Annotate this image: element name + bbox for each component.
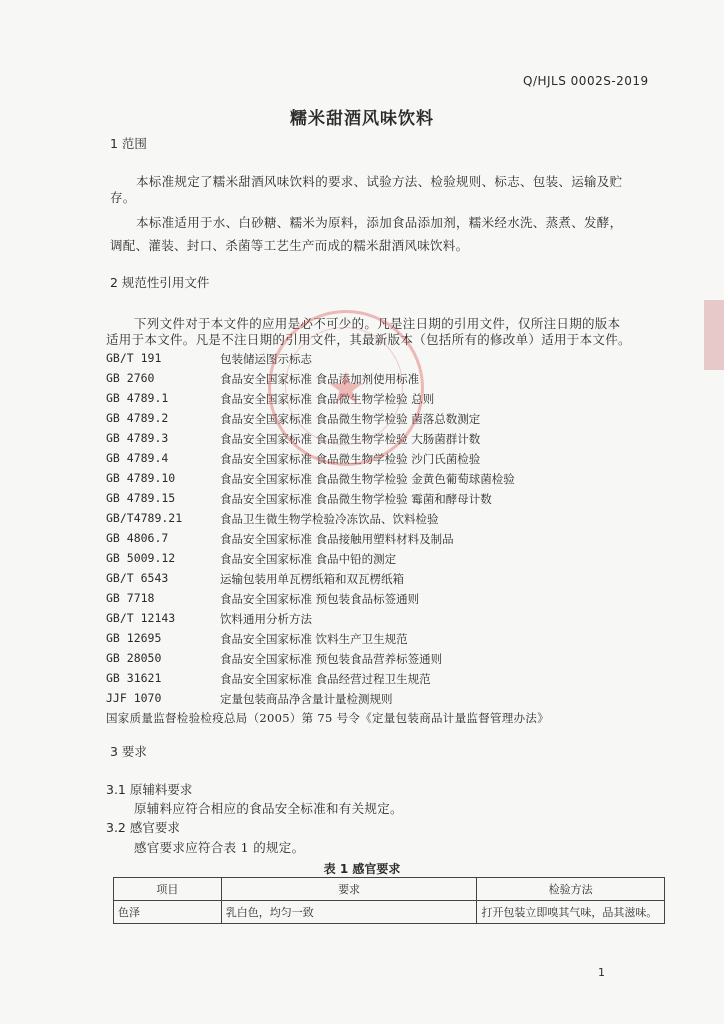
reference-code: GB 4789.15 (106, 491, 176, 505)
page-title: 糯米甜酒风味饮料 (290, 109, 434, 129)
reference-code: GB/T 191 (106, 351, 162, 365)
reference-code: GB 28050 (106, 651, 162, 665)
reference-code: GB 12695 (106, 631, 162, 645)
table-1-caption: 表 1 感官要求 (323, 862, 401, 876)
section-1-para2-line2: 调配、灌装、封口、杀菌等工艺生产而成的糯米甜酒风味饮料。 (110, 238, 469, 253)
reference-code: GB 4806.7 (106, 531, 169, 545)
section-3-1-heading: 3.1 原辅料要求 (106, 782, 193, 797)
reference-title: 食品安全国家标准 食品微生物学检验 金黄色葡萄球菌检验 (220, 472, 515, 486)
section-2-intro-line2: 适用于本文件。凡是不注日期的引用文件，其最新版本（包括所有的修改单）适用于本文件。 (106, 332, 631, 347)
table-row (114, 901, 665, 924)
reference-title: 食品安全国家标准 食品微生物学检验 霉菌和酵母计数 (220, 492, 492, 506)
reference-title: 食品安全国家标准 食品中铅的测定 (220, 552, 397, 566)
reference-code: GB 4789.3 (106, 431, 169, 445)
reference-title: 食品安全国家标准 食品微生物学检验 总则 (220, 392, 435, 406)
section-1-para2-line1: 本标准适用于水、白砂糖、糯米为原料，添加食品添加剂，糯米经水洗、蒸煮、发酵， (136, 215, 623, 230)
decree-reference: 国家质量监督检验检疫总局（2005）第 75 号令《定量包装商品计量监督管理办法》 (106, 711, 550, 725)
reference-code: GB 4789.2 (106, 411, 169, 425)
page-number: 1 (598, 966, 605, 979)
reference-title: 食品安全国家标准 食品微生物学检验 大肠菌群计数 (220, 432, 481, 446)
reference-code: GB 2760 (106, 371, 155, 385)
reference-title: 食品安全国家标准 饮料生产卫生规范 (220, 632, 408, 646)
table-header-row (114, 878, 665, 901)
page-edge-tab (704, 300, 724, 370)
section-3-1-text: 原辅料应符合相应的食品安全标准和有关规定。 (134, 801, 403, 816)
reference-code: GB/T4789.21 (106, 511, 183, 525)
sensory-requirements-table (113, 877, 665, 924)
table-cell: 打开包装立即嗅其气味，品其滋味。 (477, 901, 665, 924)
reference-title: 食品卫生微生物学检验冷冻饮品、饮料检验 (220, 512, 439, 526)
reference-title: 食品安全国家标准 食品添加剂使用标准 (220, 372, 420, 386)
section-3-2-heading: 3.2 感官要求 (106, 820, 180, 835)
section-3-heading: 3 要求 (110, 744, 147, 759)
reference-code: GB/T 12143 (106, 611, 176, 625)
section-2-intro-line1: 下列文件对于本文件的应用是必不可少的。凡是注日期的引用文件，仅所注日期的版本 (134, 316, 621, 331)
reference-code: JJF 1070 (106, 691, 162, 705)
section-2-heading: 2 规范性引用文件 (110, 275, 210, 290)
seal-star-icon: ★ (326, 363, 366, 414)
reference-code: GB/T 6543 (106, 571, 169, 585)
reference-title: 饮料通用分析方法 (220, 612, 312, 626)
reference-title: 食品安全国家标准 预包装食品营养标签通则 (220, 652, 443, 666)
table-header-item: 项目 (114, 878, 222, 901)
table-cell: 乳白色，均匀一致 (221, 901, 477, 924)
reference-title: 食品安全国家标准 食品微生物学检验 沙门氏菌检验 (220, 452, 481, 466)
reference-code: GB 7718 (106, 591, 155, 605)
reference-title: 食品安全国家标准 预包装食品标签通则 (220, 592, 420, 606)
reference-title: 包装储运图示标志 (220, 352, 312, 366)
reference-title: 食品安全国家标准 食品经营过程卫生规范 (220, 672, 431, 686)
reference-title: 运输包装用单瓦楞纸箱和双瓦楞纸箱 (220, 572, 404, 586)
table-header-requirement: 要求 (221, 878, 477, 901)
reference-title: 食品安全国家标准 食品微生物学检验 菌落总数测定 (220, 412, 481, 426)
section-1-para1-line2: 存。 (110, 190, 136, 205)
section-1-heading: 1 范围 (110, 136, 147, 151)
document-code: Q/HJLS 0002S-2019 (523, 74, 649, 88)
table-cell: 色泽 (114, 901, 222, 924)
reference-code: GB 31621 (106, 671, 162, 685)
reference-code: GB 4789.10 (106, 471, 176, 485)
section-3-2-text: 感官要求应符合表 1 的规定。 (134, 840, 305, 855)
reference-code: GB 5009.12 (106, 551, 176, 565)
reference-title: 定量包装商品净含量计量检测规则 (220, 692, 393, 706)
section-1-para1-line1: 本标准规定了糯米甜酒风味饮料的要求、试验方法、检验规则、标志、包装、运输及贮 (136, 174, 623, 189)
table-header-method: 检验方法 (477, 878, 665, 901)
reference-code: GB 4789.4 (106, 451, 169, 465)
reference-title: 食品安全国家标准 食品接触用塑料材料及制品 (220, 532, 454, 546)
reference-code: GB 4789.1 (106, 391, 169, 405)
